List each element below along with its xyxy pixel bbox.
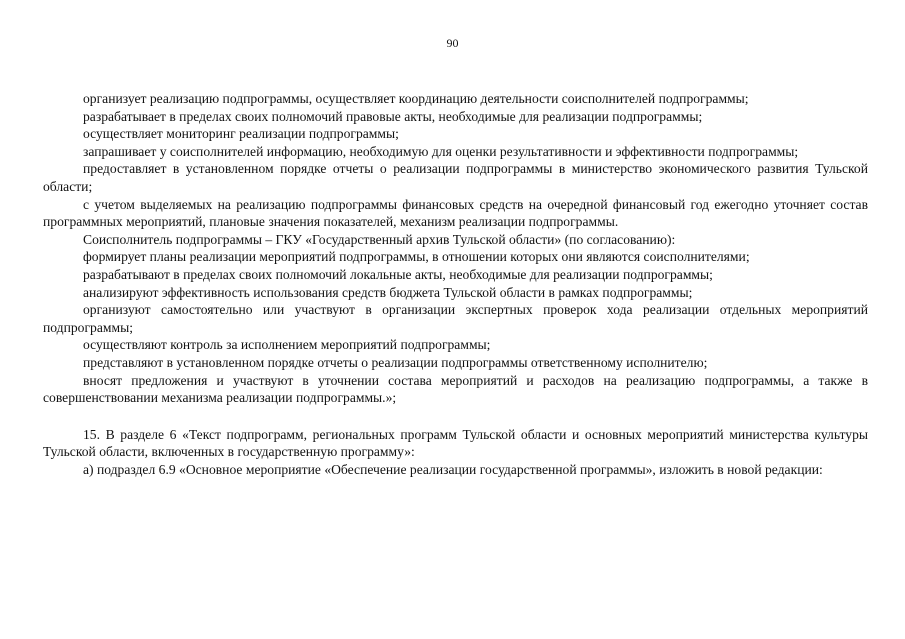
paragraph: осуществляют контроль за исполнением мероприятий подпрограммы; [83,337,491,353]
paragraph: вносят предложения и участвуют в уточнении состава мероприятий и расходов на реализацию подпрограммы, а также в совершенствовании механизма реализации подпрограммы.»; [43,372,868,406]
paragraph: с учетом выделяемых на реализацию подпрограммы финансовых средств на очередной финансовый год ежегодно уточняет состав программных мероприятий, плановые значения показателей, механизм реализации подпрограммы. [43,196,868,230]
paragraph: организует реализацию подпрограммы, осуществляет координацию деятельности соисполнителей подпрограммы; [83,91,749,106]
page-number: 90 [446,36,459,50]
paragraph: представляют в установленном порядке отчеты о реализации подпрограммы ответственному исполнителю; [83,354,708,370]
section-gap [43,407,868,426]
paragraph: Соисполнитель подпрограммы – ГКУ «Государственный архив Тульской области» (по согласованию): [83,231,676,247]
paragraph: анализируют эффективность использования средств бюджета Тульской области в рамках подпрограммы; [83,284,693,300]
paragraph: 15. В разделе 6 «Текст подпрограмм, региональных программ Тульской области и основных мероприятий министерства культуры Тульской области, включенных в государственную программу»: [43,426,868,460]
paragraph: организуют самостоятельно или участвуют в организации экспертных проверок хода реализации отдельных мероприятий подпрограммы; [43,302,868,335]
paragraph: формирует планы реализации мероприятий подпрограммы, в отношении которых они являются соисполнителями; [83,249,750,265]
paragraph: а) подраздел 6.9 «Основное мероприятие «Обеспечение реализации государственной программы», изложить в новой редакции: [83,461,823,477]
document-body [43,90,868,478]
paragraph: запрашивает у соисполнителей информацию, необходимую для оценки результативности и эффективности подпрограммы; [83,143,799,159]
paragraph: предоставляет в установленном порядке отчеты о реализации подпрограммы в министерство экономического развития Тульской области; [43,161,868,194]
paragraph: разрабатывают в пределах своих полномочий локальные акты, необходимые для реализации подпрограммы; [83,266,713,282]
paragraph: осуществляет мониторинг реализации подпрограммы; [83,126,399,142]
paragraph: разрабатывает в пределах своих полномочий правовые акты, необходимые для реализации подпрограммы; [83,108,703,124]
